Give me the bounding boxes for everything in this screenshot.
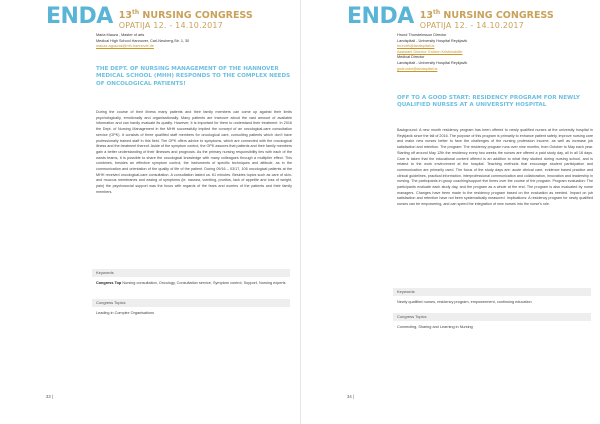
congress-label: NURSING CONGRESS	[443, 10, 554, 22]
author-line: Maria Mauza , Master of arts	[96, 33, 145, 37]
author-email-link[interactable]: hrundth@landspitali.is	[397, 44, 435, 49]
enda-logo	[347, 4, 554, 31]
author-role-2: Medical Director	[397, 55, 425, 60]
author-info	[397, 33, 593, 72]
enda-logo	[46, 4, 253, 31]
page-right	[300, 0, 600, 424]
abstract-body: During the course of their illness many patients and their family members can come up against their limits psychologically, emotionally and organisationally. Many patients are insecure about the vast amount of available information and can hardly evaluate its quality. However, it is important for them to understand their treatment. In 2016 the Dept. of Nursing Management in the MHH successfully implied the concept of an oncological-care consultation service (OPK). It consists of three qualified staff members for oncological care, consulting patients which don't have professionally trained staff in this field. The OPK offers advice to symptoms, which are connected with the oncological illness and the treatment thereof. Aside of the symptom control, the OPK assures that patients and their family members gain a better understanding of their illnesses and prognosis. As the primary nursing responsibility lies with each of the wards teams, it is possible to share the oncological knowledge with many colleagues through a multiplier effect. This combines, besides an effective symptom control, the instruments of specific techniques and attitude, as in the communication and orientation of the quality of life of the patient. During 09/16 – 03/17, 106 oncological patients at the MHH received oncological-care consultation. A consultation lasted ca. 61 minutes. Besides topics such as care of skin- and mucous membranes and easing of symptoms (ie. nausea, vomiting, pruritus, lack of appetite and loss of weight, pain) the psychosocial support was the focus with regards of the fears and worries of the patients and their family members.	[96, 110, 292, 194]
congress-sup: th	[131, 9, 140, 16]
keywords-list: Nursing consultation, Oncology, Consultation service, Symptom control, Support, Nursing experts	[121, 281, 286, 285]
abstract-title: OFF TO A GOOD START: RESIDENCY PROGRAM FOR NEWLY QUALIFIED NURSES AT A UNIVERSITY HOSPITAL	[397, 95, 580, 109]
author-info	[96, 33, 292, 50]
topics-text: Leading in Complex Organisations	[96, 311, 155, 315]
author-line: Hrund Thorsteinsson Director	[397, 33, 447, 37]
abstract-body: Background: A new month residency program has been offered to newly qualified nurses at the university hospital in Reykjavik since the fall of 2016. The purpose of this program is primarily to enhance patient safety, improve nursing care and make new nurses better to face the challenges of the nursing profession income, as well as increase job satisfaction and retention. The program: The residency program runs over nine months, from October to May each year. Starting off around May 12th the residency every two weeks the nurses are offered a paid study day, all in all 16 days. Care is taken that the educational content offered is an addition to what they studied during nursing school, and is related to the work environment at the hospital. Teaching methods that encourage student participation and communication are primarily used. The focus of the study days are: acute clinical care, evidence based practice and clinical guidelines, practical information, interprofessional communication and collaboration, innovation and leadership in nursing. The participants in group coaching/support five times over the course of the program. Program evaluation: The participants evaluate each study day, and the program as a whole at the end. The program is also evaluated by nurse managers. Changes have been made to the residency program based on the evaluation as needed. Impact on job satisfaction and retention have not been systematically measured. Implications: A residency program for newly qualified nurses can be empowering, and can speed the integration of new nurses into the nurse's role.	[397, 128, 594, 207]
page-number: 33 |	[46, 394, 53, 399]
congress-info	[420, 7, 554, 31]
congress-dates: OPATIJA 12. - 14.10.2017	[118, 21, 223, 31]
author-affiliation-2: Landspitali - University Hospital Reykjavik	[397, 60, 468, 65]
congress-number: 13	[419, 10, 433, 22]
congress-info	[119, 7, 253, 31]
keywords-lead: Congress Top	[96, 281, 122, 285]
congress-dates: OPATIJA 12. - 14.10.2017	[419, 21, 524, 31]
keywords-bar: Keywords	[92, 269, 290, 277]
topics-bar: Congress Topics	[92, 299, 290, 307]
keywords-text	[96, 281, 290, 287]
page-number: 34 |	[347, 394, 354, 399]
author-email-link[interactable]: mauza.aguscak@mh-hannover.de	[96, 44, 154, 49]
abstract-title: THE DEPT. OF NURSING MANAGEMENT OF THE HANNOVER MEDICAL SCHOOL (MHH) RESPONDS TO THE COMPLEX NEEDS OF ONCOLOGICAL PATIENTS!	[96, 66, 291, 87]
author-email-link-2[interactable]: gudrunkri@landspitali.is	[397, 66, 438, 71]
author-affiliation: Medical High School Hannover, Carl-Neuberg-Str. 1, 30	[96, 38, 190, 43]
keywords-bar: Keywords	[393, 288, 591, 296]
congress-title	[119, 7, 253, 21]
topics-bar: Congress Topics	[393, 313, 591, 321]
congress-number: 13	[118, 10, 132, 22]
congress-label: NURSING CONGRESS	[142, 10, 253, 22]
topics-text: Connecting, Sharing and Learning in Nursing	[397, 325, 473, 329]
logo-word: ENDA	[347, 4, 414, 29]
author-affiliation: Landspitali - University Hospital Reykjavik	[397, 38, 468, 43]
congress-sup: th	[432, 9, 441, 16]
logo-word: ENDA	[46, 4, 113, 29]
author-line-2[interactable]: Assistant Director Guðrún Kristinsdottir	[397, 49, 463, 54]
keywords-text: Newly qualified nurses, residency program, empowerment, continuing education	[397, 300, 532, 304]
congress-title	[420, 7, 554, 21]
